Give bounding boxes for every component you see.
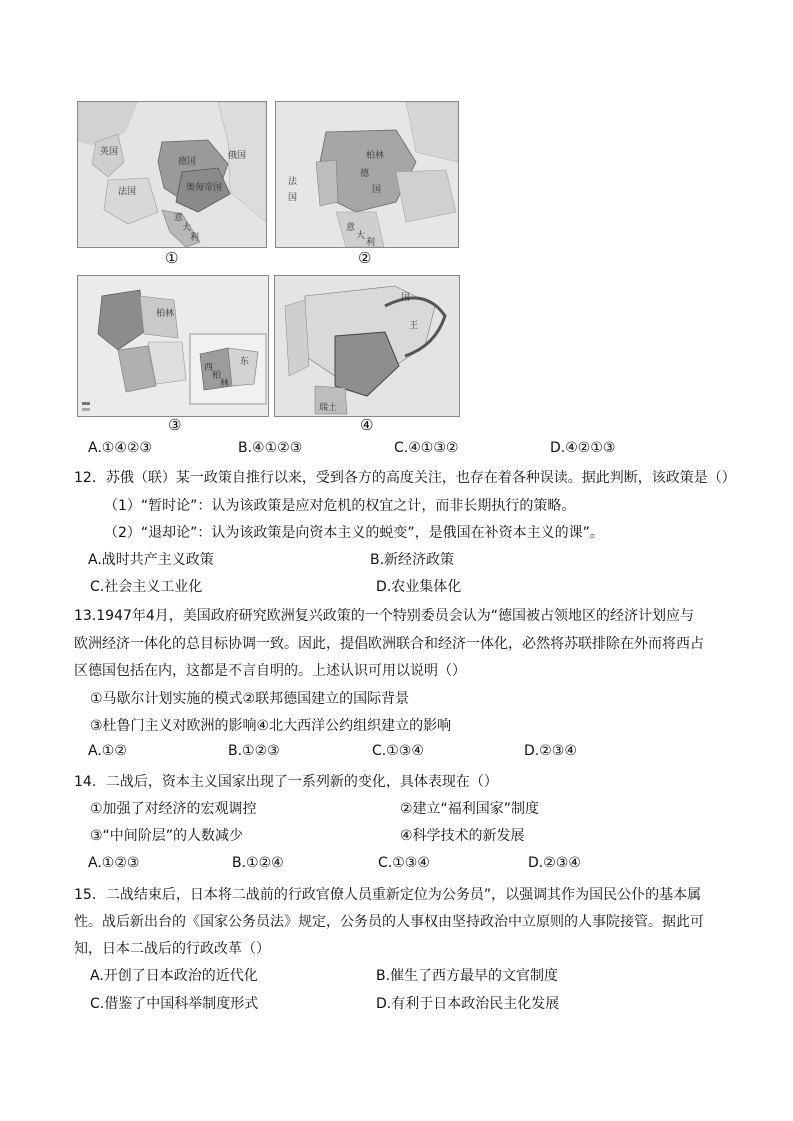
q13-option-b[interactable]: B.①②③ xyxy=(228,743,280,759)
map-1 xyxy=(77,101,267,248)
map-1-label: 德国 xyxy=(178,157,197,167)
q15-option-d[interactable]: D.有利于日本政治民主化发展 xyxy=(376,996,560,1012)
map-1-image xyxy=(78,102,266,247)
map-1-label: 利 xyxy=(190,233,200,243)
q13-option-c[interactable]: C.①③④ xyxy=(372,743,424,759)
map-1-label: 俄国 xyxy=(228,151,247,161)
q12-option-a[interactable]: A.战时共产主义政策 xyxy=(88,552,214,568)
map-3-image xyxy=(78,276,268,416)
map-3-label: 柏 xyxy=(212,371,222,381)
map-2 xyxy=(275,101,459,248)
q14-item-2: ②建立“福利国家”制度 xyxy=(400,801,540,817)
q14-item-3: ③“中间阶层”的人数减少 xyxy=(90,828,244,844)
q12-line-2: （2）“退却论”：认为该政策是向资本主义的蜕变”，是俄国在补资本主义的课”。 xyxy=(104,525,604,541)
map-2-label: 德 xyxy=(360,169,370,179)
map-2-label: 法 xyxy=(288,177,298,187)
q14-option-c[interactable]: C.①③④ xyxy=(378,855,430,871)
map-2-image xyxy=(276,102,458,247)
q14-option-a[interactable]: A.①②③ xyxy=(88,855,140,871)
q12-option-d[interactable]: D.农业集体化 xyxy=(376,579,462,595)
q13-option-d[interactable]: D.②③④ xyxy=(524,743,577,759)
q15-option-a[interactable]: A.开创了日本政治的近代化 xyxy=(90,968,258,984)
q12-option-b[interactable]: B.新经济政策 xyxy=(370,552,455,568)
map-2-label: 大 xyxy=(356,231,366,241)
map-2-label: 国 xyxy=(288,193,298,203)
q14-stem: 14．二战后，资本主义国家出现了一系列新的变化，具体表现在（） xyxy=(74,774,498,790)
q11-option-b[interactable]: B.④①②③ xyxy=(238,440,303,456)
q15-option-b[interactable]: B.催生了西方最早的文官制度 xyxy=(376,968,559,984)
map-1-caption: ① xyxy=(165,249,179,267)
q15-stem-line-2: 性。战后新出台的《国家公务员法》规定，公务员的人事权由坚持政治中立原则的人事院接管。据此可 xyxy=(74,914,704,930)
map-3-label: 东 xyxy=(240,357,250,367)
q12-stem: 12．苏俄（联）某一政策自推行以来，受到各方的高度关注，也存在着各种误读。据此判断，该政策是（） xyxy=(74,470,736,486)
map-2-label: 利 xyxy=(366,238,376,247)
q15-stem-line-1: 15．二战结束后，日本将二战前的行政官僚人员重新定位为公务员”，以强调其作为国民公仆的基本属 xyxy=(74,887,702,903)
map-4 xyxy=(274,275,460,417)
q13-stem-line-3: 区德国包括在内，这都是不言自明的。上述认识可用以说明（） xyxy=(74,663,466,679)
q11-option-d[interactable]: D.④②①③ xyxy=(550,440,616,456)
q13-options xyxy=(88,743,708,763)
q12-option-c[interactable]: C.社会主义工业化 xyxy=(90,579,203,595)
map-2-label: 意 xyxy=(346,223,356,233)
map-4-label: 国 xyxy=(401,293,411,303)
map-1-label: 意 xyxy=(174,213,184,223)
map-1-label: 英国 xyxy=(100,147,119,157)
q14-option-d[interactable]: D.②③④ xyxy=(528,855,581,871)
map-3-caption: ③ xyxy=(168,416,182,434)
q11-option-c[interactable]: C.④①③② xyxy=(394,440,459,456)
q14-options xyxy=(88,855,708,875)
q11-option-a[interactable]: A.①④②③ xyxy=(88,440,152,456)
q13-stem-line-1: 13.1947年4月，美国政府研究欧洲复兴政策的一个特别委员会认为“德国被占领地区的经济计划应与 xyxy=(74,608,695,624)
map-4-label: 王 xyxy=(409,321,419,331)
q13-item-line-2: ③杜鲁门主义对欧洲的影响④北大西洋公约组织建立的影响 xyxy=(90,718,452,734)
q13-option-a[interactable]: A.①② xyxy=(88,743,127,759)
map-3-label: 西 xyxy=(204,363,214,373)
map-1-label: 法国 xyxy=(118,187,137,197)
map-3 xyxy=(77,275,269,417)
map-2-label: 国 xyxy=(372,185,382,195)
map-2-caption: ② xyxy=(358,249,372,267)
q13-item-line-1: ①马歇尔计划实施的模式②联邦德国建立的国际背景 xyxy=(90,691,410,707)
q14-option-b[interactable]: B.①②④ xyxy=(232,855,284,871)
q13-stem-line-2: 欧洲经济一体化的总目标协调一致。因此，提倡欧洲联合和经济一体化，必然将苏联排除在外而将西占 xyxy=(74,636,704,652)
q15-stem-line-3: 知，日本二战后的行政改革（） xyxy=(74,941,270,957)
map-1-label: 奥匈帝国 xyxy=(186,183,223,193)
map-3-label: 柏林 xyxy=(156,309,175,319)
q15-option-c[interactable]: C.借鉴了中国科举制度形式 xyxy=(90,996,259,1012)
map-3-label: 林 xyxy=(220,379,230,389)
q11-options xyxy=(88,440,708,460)
q14-item-1: ①加强了对经济的宏观调控 xyxy=(90,801,257,817)
map-4-label: 瑞士 xyxy=(319,403,338,413)
map-2-label: 柏林 xyxy=(366,151,385,161)
q12-line-1: （1）“暂时论”：认为该政策是应对危机的权宜之计，而非长期执行的策略。 xyxy=(104,498,576,514)
map-4-caption: ④ xyxy=(360,416,374,434)
map-4-image xyxy=(275,276,459,416)
map-1-label: 大 xyxy=(182,223,192,233)
q14-item-4: ④科学技术的新发展 xyxy=(400,828,525,844)
